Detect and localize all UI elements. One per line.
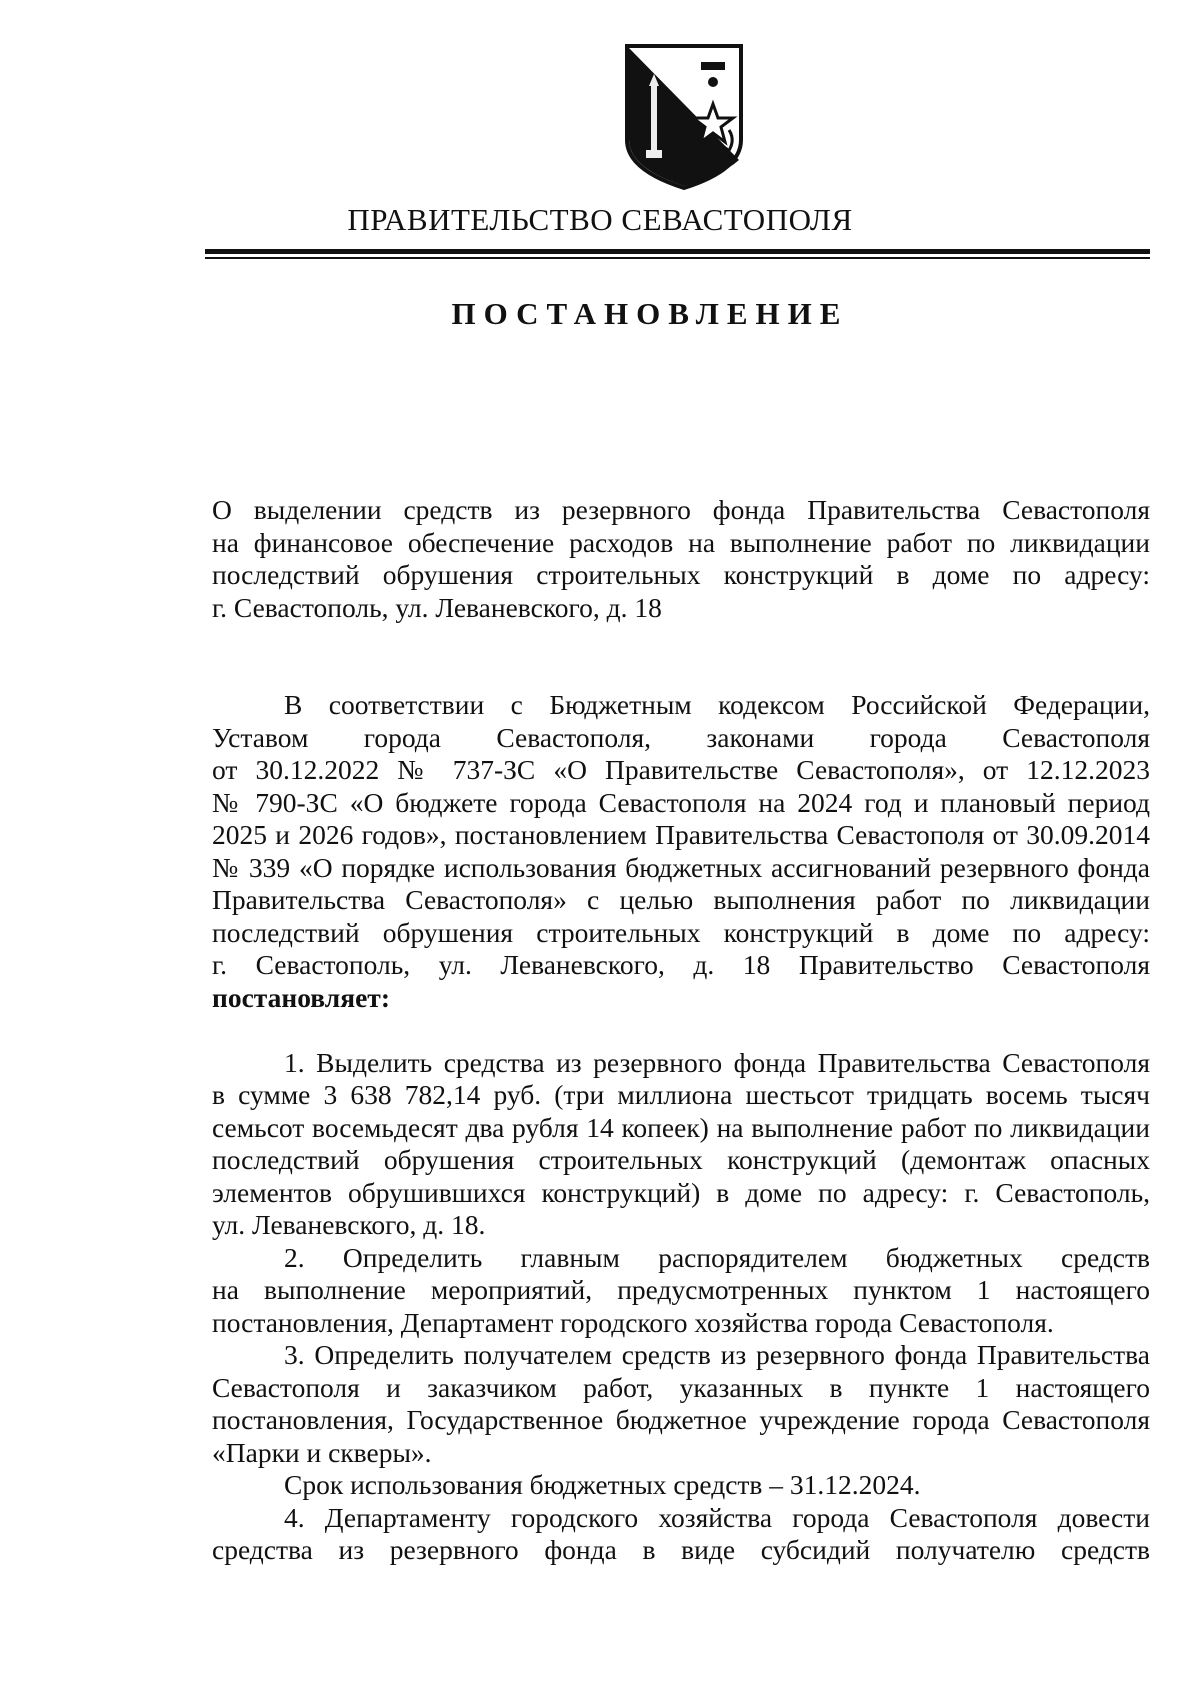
item-2-line: на выполнение мероприятий, предусмотренных пунктом 1 настоящего (212, 1274, 1150, 1305)
body-line: г. Севастополь, ул. Леваневского, д. 18 Правительство Севастополя (212, 949, 1150, 980)
header-divider-thick (205, 249, 1150, 254)
item-2-line: постановления, Департамент городского хозяйства города Севастополя. (212, 1306, 1054, 1338)
document-title (212, 494, 1150, 624)
item-1-line: последствий обрушения строительных конструкций (демонтаж опасных (212, 1144, 1150, 1175)
item-3-line: постановления, Государственное бюджетное учреждение города Севастополя (212, 1404, 1150, 1435)
title-line: г. Севастополь, ул. Леваневского, д. 18 (212, 591, 662, 623)
document-body (212, 689, 1150, 1567)
item-3-line: «Парки и скверы». (212, 1436, 432, 1468)
body-line: 2025 и 2026 годов», постановлением Правительства Севастополя от 30.09.2014 (212, 819, 1150, 850)
deadline-line: Срок использования бюджетных средств – 31.12.2024. (284, 1469, 921, 1500)
item-3-line: 3. Определить получателем средств из резервного фонда Правительства (284, 1339, 1150, 1370)
header-divider-thin (205, 257, 1150, 259)
body-line: № 790-ЗС «О бюджете города Севастополя на 2024 год и плановый период (212, 786, 1150, 818)
body-line: Правительства Севастополя» с целью выполнения работ по ликвидации (212, 884, 1150, 915)
item-1-line: семьсот восемьдесят два рубля 14 копеек) на выполнение работ по ликвидации (212, 1111, 1150, 1143)
item-4-line: средства из резервного фонда в виде субсидий получателю средств (212, 1534, 1150, 1565)
body-line: последствий обрушения строительных конструкций в доме по адресу: (212, 916, 1150, 948)
resolution-verb: постановляет: (212, 981, 390, 1013)
item-1-line: в сумме 3 638 782,14 руб. (три миллиона шестьсот тридцать восемь тысяч (212, 1079, 1150, 1110)
item-1-line: элементов обрушившихся конструкций) в доме по адресу: г. Севастополь, (212, 1176, 1150, 1208)
organization-name: ПРАВИТЕЛЬСТВО СЕВАСТОПОЛЯ (347, 202, 853, 237)
coat-of-arms-icon (621, 42, 747, 190)
body-line: № 339 «О порядке использования бюджетных ассигнований резервного фонда (212, 851, 1150, 883)
body-line: В соответствии с Бюджетным кодексом Российской Федерации, (284, 689, 1150, 720)
item-1-line: ул. Леваневского, д. 18. (212, 1209, 486, 1240)
item-1-line: 1. Выделить средства из резервного фонда Правительства Севастополя (284, 1046, 1150, 1078)
item-4-line: 4. Департаменту городского хозяйства города Севастополя довести (284, 1501, 1150, 1533)
item-3-line: Севастополя и заказчиком работ, указанных в пункте 1 настоящего (212, 1371, 1150, 1403)
document-type-heading: ПОСТАНОВЛЕНИЕ (451, 296, 849, 331)
title-line: О выделении средств из резервного фонда Правительства Севастополя (212, 494, 1150, 525)
body-line: от 30.12.2022 № 737-ЗС «О Правительстве Севастополя», от 12.12.2023 (212, 754, 1150, 785)
body-line: Уставом города Севастополя, законами города Севастополя (212, 721, 1150, 753)
title-line: последствий обрушения строительных конструкций в доме по адресу: (212, 559, 1150, 590)
blank-line (212, 1014, 1150, 1047)
item-2-line: 2. Определить главным распорядителем бюджетных средств (284, 1241, 1150, 1273)
title-line: на финансовое обеспечение расходов на выполнение работ по ликвидации (212, 526, 1150, 558)
